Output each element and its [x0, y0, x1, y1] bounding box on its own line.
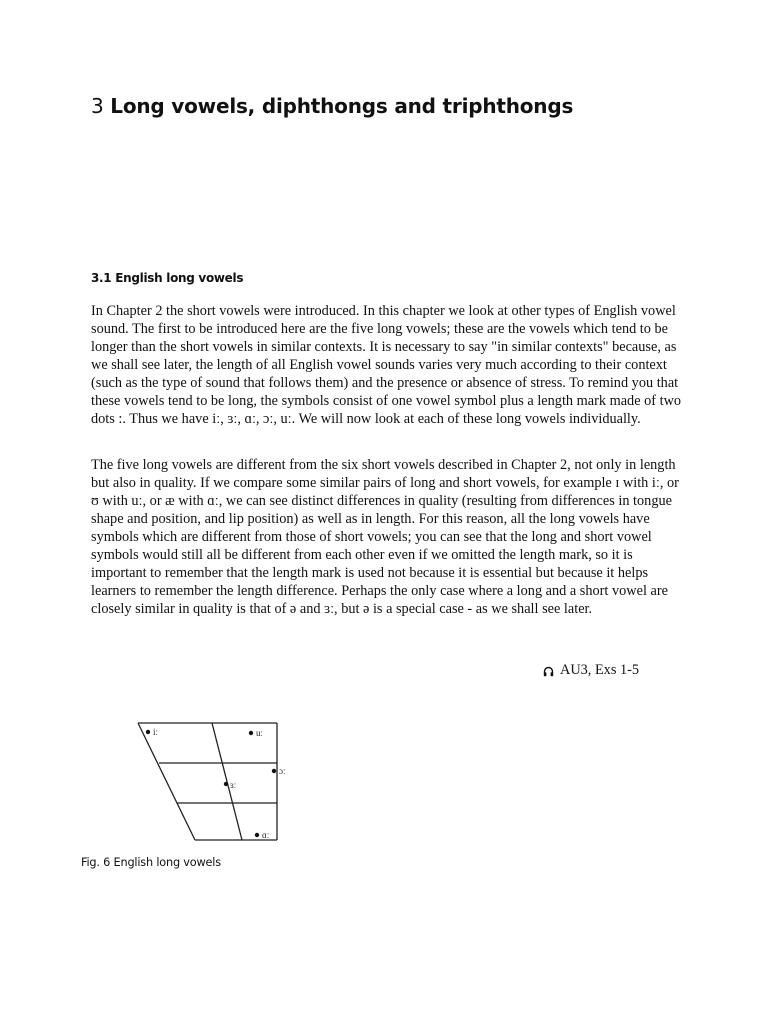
- chapter-title: [91, 94, 573, 118]
- audio-reference: [543, 662, 639, 679]
- vowel-label-a: ɑː: [262, 830, 270, 840]
- vowel-label-er: ɜː: [230, 780, 237, 790]
- audio-reference-text: AU3, Exs 1-5: [560, 662, 640, 678]
- figure-caption: Fig. 6 English long vowels: [81, 856, 221, 869]
- paragraph: In Chapter 2 the short vowels were introduced. In this chapter we look at other types of English vowel sound. The first to be introduced here are the five long vowels; these are the vowels which tend to be longer than the short vowels in similar contexts. It is necessary to say "in similar contexts" because, as we shall see later, the length of all English vowel sounds varies very much according to their context (such as the type of sound that follows them) and the presence or absence of stress. To remind you that these vowels tend to be long, the symbols consist of one vowel symbol plus a length mark made of two dots :. Thus we have iː, ɜː, ɑː, ɔː, uː. We will now look at each of these long vowels individually.: [91, 303, 682, 427]
- section-title: 3.1 English long vowels: [91, 271, 244, 285]
- chapter-title-text: Long vowels, diphthongs and triphthongs: [110, 94, 574, 118]
- vowel-label-i: iː: [153, 727, 159, 737]
- vowel-label-o: ɔː: [279, 766, 286, 776]
- headphones-icon: [543, 665, 554, 676]
- chapter-number: 3: [91, 94, 104, 118]
- vowel-label-u: uː: [256, 728, 264, 738]
- paragraph: The five long vowels are different from the six short vowels described in Chapter 2, not only in length but also in quality. If we compare some similar pairs of long and short vowels, for example ɪ with iː, or ʊ with uː, or æ with ɑː, we can see distinct differences in quality (resulting from differences in tongue shape and position, and lip position) as well as in length. For this reason, all the long vowels have symbols which are different from those of short vowels; you can see that the long and short vowel symbols would still all be different from each other even if we omitted the length mark, so it is important to remember that the length mark is used not because it is essential but because it helps learners to remember the length difference. Perhaps the only case where a long and a short vowel are closely similar in quality is that of ə and ɜː, but ə is a special case - as we shall see later.: [91, 457, 679, 617]
